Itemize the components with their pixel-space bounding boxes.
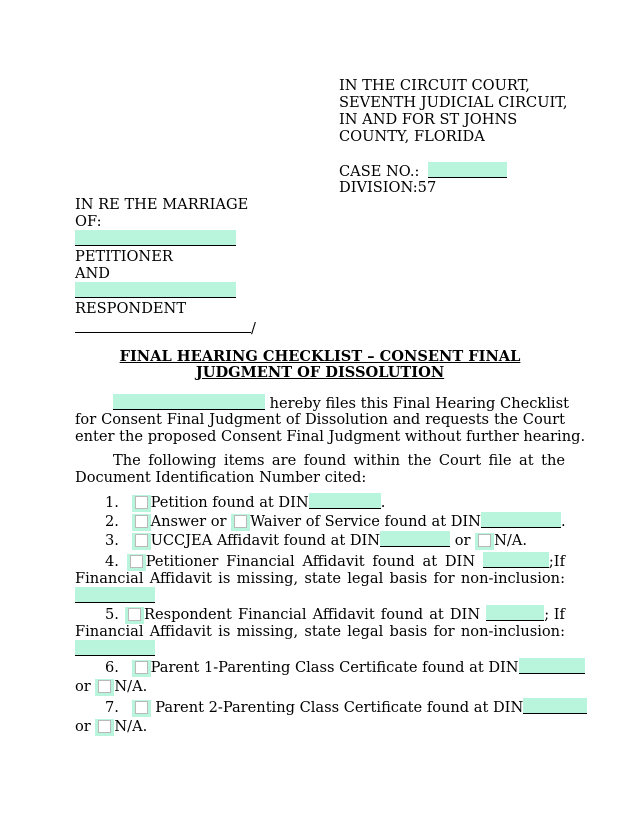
filer-name-field[interactable] [113,394,265,410]
item-5-word-g: ; If [544,606,565,623]
intro-line1-text: hereby files this Final Hearing Checklist [269,395,569,412]
item-7-na-text: N/A. [114,718,148,735]
court-name-line4: COUNTY, FLORIDA [339,128,485,145]
item-4-basis-field[interactable] [75,587,155,602]
item-2-answer-checkbox[interactable] [132,514,151,531]
item-4-word-c: Affidavit [302,552,365,570]
following-line1: The following items are found within the Court file at the [113,452,565,469]
court-name-line3: IN AND FOR ST JOHNS [339,111,518,128]
item-4-number: 4. [105,552,119,570]
item-2-din-field[interactable] [481,512,561,528]
caption-slash: / [251,320,256,337]
item-5-word-d: found [380,605,424,623]
item-3-checkbox[interactable] [132,533,151,550]
item-2-answer-text: Answer or [150,513,227,530]
item-3 [105,531,527,550]
item-6-line1 [105,658,585,677]
item-7-na-checkbox[interactable] [95,719,114,736]
item-3-number: 3. [105,532,119,549]
item-1-din-field[interactable] [309,493,381,509]
item-5-word-f: DIN [449,605,481,623]
item-7-line2 [75,718,147,736]
caption-underline [75,318,251,333]
respondent-label: RESPONDENT [75,300,187,317]
respondent-name-field[interactable] [75,282,236,297]
item-1-text: Petition found at DIN [150,494,309,511]
item-2-number: 2. [105,513,119,530]
in-re-line2: OF: [75,213,102,230]
division-row [339,179,436,197]
item-7-text: Parent 2-Parenting Class Certificate found at DIN [155,699,524,716]
item-1 [105,493,385,512]
item-7-line1 [105,698,587,717]
item-2-waiver-text: Waiver of Service found at DIN [250,513,481,530]
item-4-word-f: DIN [444,552,476,570]
item-7-checkbox[interactable] [132,700,151,717]
item-5-basis-field[interactable] [75,640,155,655]
item-6-number: 6. [105,659,119,676]
item-5-word-b: Financial [237,605,307,623]
caption-closing-line [75,318,256,338]
item-2 [105,512,566,531]
item-3-or: or [454,532,471,549]
item-6-checkbox[interactable] [132,660,151,677]
item-3-text: UCCJEA Affidavit found at DIN [150,532,381,549]
item-5-number: 5. [105,605,119,623]
case-number-field[interactable] [428,162,507,178]
item-5-word-a: Respondent [144,605,232,623]
item-5-line2: Financial Affidavit is missing, state legal basis for non-inclusion: [75,623,565,640]
item-6-na-text: N/A. [114,678,148,695]
item-6-na-checkbox[interactable] [95,679,114,696]
item-3-na-checkbox[interactable] [475,533,494,550]
item-1-period: . [380,494,386,511]
petitioner-name-field[interactable] [75,230,236,245]
item-2-period: . [560,513,566,530]
and-label: AND [75,265,111,282]
court-name-line1: IN THE CIRCUIT COURT, [339,77,530,94]
item-4-word-d: found [372,552,415,570]
intro-line3: enter the proposed Consent Final Judgment without further hearing. [75,428,586,445]
doc-title-line1: FINAL HEARING CHECKLIST – CONSENT FINAL [119,348,521,365]
following-line2: Document Identification Number cited: [75,469,367,486]
petitioner-label: PETITIONER [75,248,173,265]
item-5-din-field[interactable] [486,605,544,621]
doc-title-line2: JUDGMENT OF DISSOLUTION [195,364,445,381]
item-4-line2: Financial Affidavit is missing, state legal basis for non-inclusion: [75,570,565,587]
item-6-text: Parent 1-Parenting Class Certificate found at DIN [150,659,519,676]
item-3-na-text: N/A. [494,532,527,549]
item-1-number: 1. [105,494,119,511]
case-number-label: CASE NO.: [339,163,420,180]
item-7-din-field[interactable] [523,698,587,714]
item-5-line1 [105,605,565,624]
item-5-word-e: at [429,605,444,623]
item-4-din-field[interactable] [483,552,549,568]
item-2-waiver-checkbox[interactable] [231,514,250,531]
item-4-line1 [105,552,565,571]
in-re-line1: IN RE THE MARRIAGE [75,196,249,213]
item-7-or: or [75,718,91,735]
item-3-din-field[interactable] [380,531,450,547]
item-6-line2 [75,678,147,696]
division-value: 57 [417,179,437,196]
item-4-checkbox[interactable] [127,554,146,571]
item-4-word-g: ;If [548,553,565,570]
item-4-word-e: at [422,552,438,570]
item-4-word-b: Financial [226,552,295,570]
item-5-word-c: Affidavit [312,605,375,623]
intro-line2: for Consent Final Judgment of Dissolution and requests the Court [75,411,565,428]
item-4-word-a: Petitioner [145,552,219,570]
item-7-number: 7. [105,699,119,716]
item-5-checkbox[interactable] [125,607,144,624]
court-name-line2: SEVENTH JUDICIAL CIRCUIT, [339,94,568,111]
item-6-din-field[interactable] [519,658,585,674]
item-6-or: or [75,678,91,695]
item-1-checkbox[interactable] [132,495,151,512]
division-label: DIVISION: [339,179,418,196]
